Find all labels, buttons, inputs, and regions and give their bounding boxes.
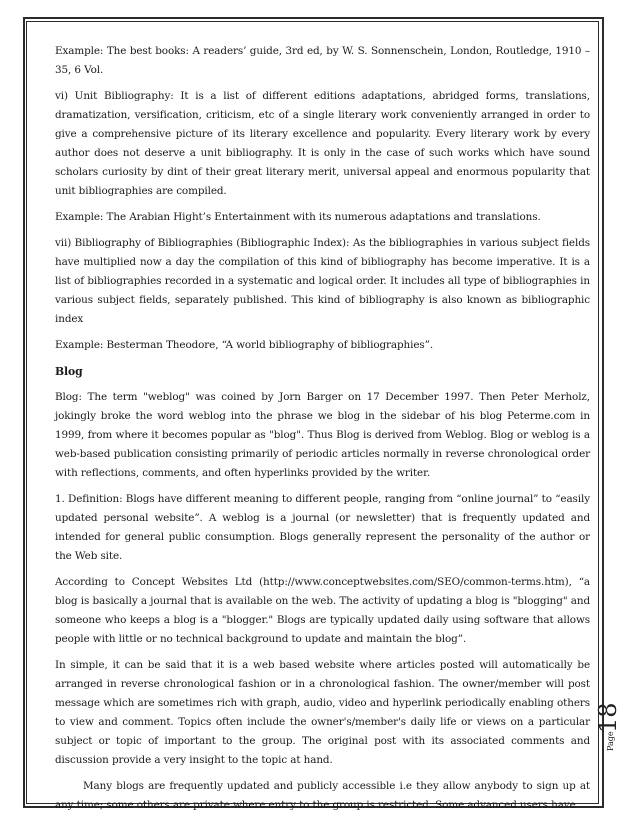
paragraph-in-simple: In simple, it can be said that it is a web based website where articles posted will automatically be arranged in reverse chronological fashion or in a chronological fashion. The owner/member will post message which are sometimes rich with graph, audio, video and hyperlink periodically enabling others to view and comment. Topics often include the owner's/member's daily life or views on a particular subject or topic of important to the group. The original post with its associated comments and discussion provide a very insight to the topic at hand. <box>55 659 590 766</box>
paragraph-example-besterman: Example: Besterman Theodore, “A world bibliography of bibliographies”. <box>55 339 434 351</box>
paragraph-example-arabian: Example: The Arabian Hight’s Entertainment with its numerous adaptations and translations. <box>55 211 541 223</box>
paragraph-many-blogs: Many blogs are frequently updated and publicly accessible i.e they allow anybody to sign up at any time; some others are private where entry to the group is restricted. Some advanced users have <box>55 780 590 811</box>
section-heading-blog: Blog <box>55 365 83 378</box>
paragraph-unit-bibliography: vi) Unit Bibliography: It is a list of different editions adaptations, abridged forms, translations, dramatization, versification, criticism, etc of a single literary work conveniently arranged in order to give a comprehensive picture of its literary excellence and popularity. Every literary work by every author does not deserve a unit bibliography. It is only in the case of such works which have sound scholars curiosity by dint of their great literary merit, universal appeal and enormous popularity that unit bibliographies are compiled. <box>55 90 590 197</box>
page-word: Page <box>606 731 615 751</box>
paragraph-blog-origin: Blog: The term "weblog" was coined by Jorn Barger on 17 December 1997. Then Peter Merholz, jokingly broke the word weblog into the phrase we blog in the sidebar of his blog Peterme.com in 1999, from where it becomes popular as "blog". Thus Blog is derived from Weblog. Blog or weblog is a web-based publication consisting primarily of periodic articles normally in reverse chronological order with reflections, comments, and often hyperlinks provided by the writer. <box>55 391 590 479</box>
paragraph-bibliography-of-bibliographies: vii) Bibliography of Bibliographies (Bibliographic Index): As the bibliographies in various subject fields have multiplied now a day the compilation of this kind of bibliography has become imperative. It is a list of bibliographies recorded in a systematic and logical order. It includes all type of bibliographies in various subject fields, separately published. This kind of bibliography is also known as bibliographic index <box>55 237 590 325</box>
paragraph-example-best-books: Example: The best books: A readers’ guide, 3rd ed, by W. S. Sonnenschein, London, Routledge, 1910 – 35, 6 Vol. <box>55 45 590 76</box>
page-number-label <box>594 702 636 775</box>
page-number: 18 <box>594 702 622 733</box>
paragraph-concept-websites: According to Concept Websites Ltd (http://www.conceptwebsites.com/SEO/common-terms.htm), “a blog is basically a journal that is available on the web. The activity of updating a blog is "blogging" and someone who keeps a blog is a "blogger." Blogs are typically updated daily using software that allows people with little or no technical background to update and maintain the blog”. <box>55 576 590 645</box>
document-body <box>55 42 590 822</box>
paragraph-blog-definition: 1. Definition: Blogs have different meaning to different people, ranging from “online journal” to “easily updated personal website”. A weblog is a journal (or newsletter) that is frequently updated and intended for general public consumption. Blogs generally represent the personality of the author or the Web site. <box>55 493 590 562</box>
